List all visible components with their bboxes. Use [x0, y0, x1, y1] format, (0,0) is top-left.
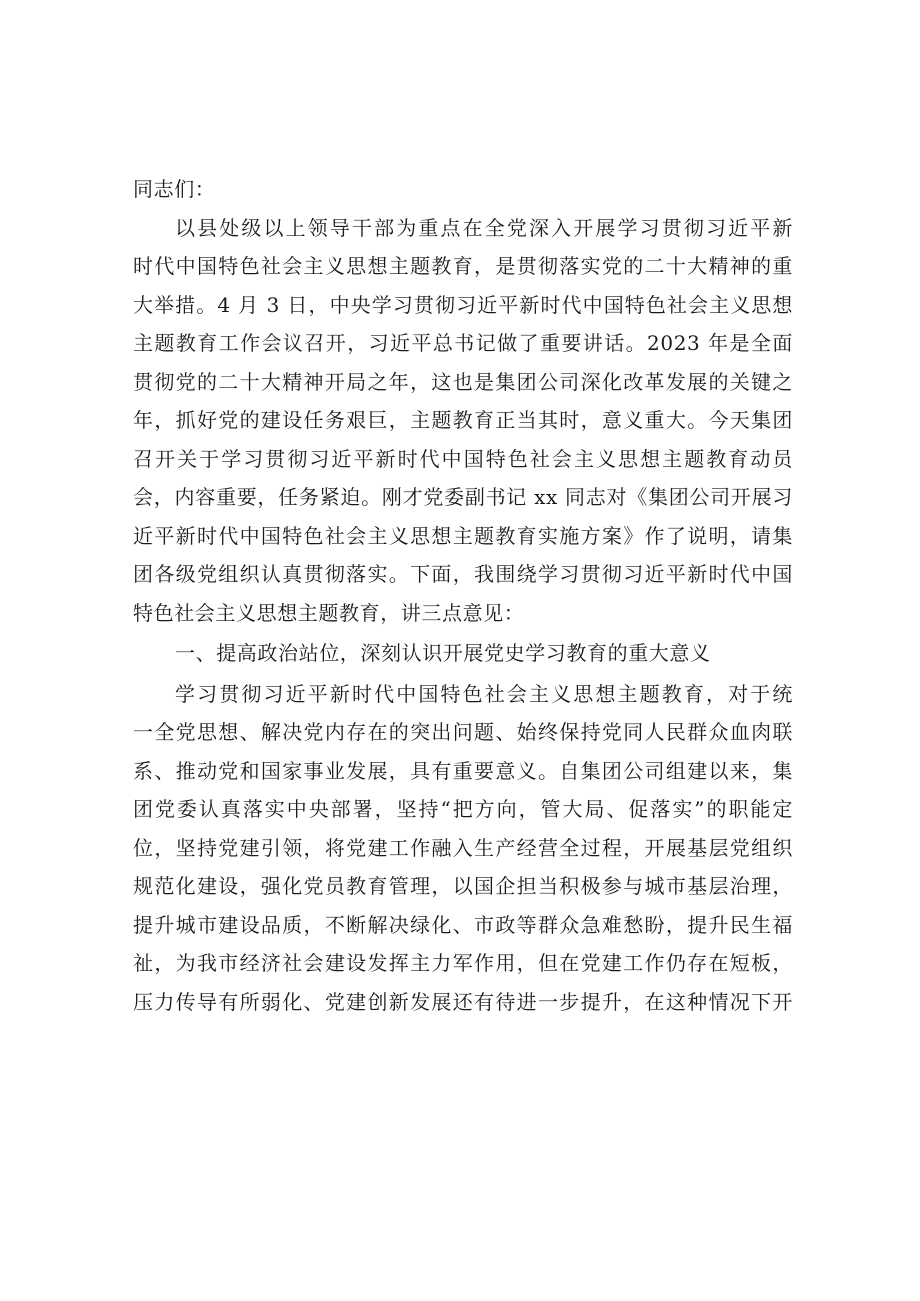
paragraph-line: 特色社会主义思想主题教育，讲三点意见：	[133, 600, 525, 625]
paragraph-line: 年，抓好党的建设任务艰巨，主题教育正当其时，意义重大。今天集团	[133, 408, 793, 432]
paragraph-line: 主题教育工作会议召开，习近平总书记做了重要讲话。2023 年是全面	[133, 331, 793, 355]
paragraph-line: 以县处级以上领导干部为重点在全党深入开展学习贯彻习近平新	[175, 215, 793, 240]
document-body	[133, 170, 793, 1021]
paragraph-line: 时代中国特色社会主义思想主题教育，是贯彻落实党的二十大精神的重	[133, 254, 793, 278]
paragraph-line: 贯彻党的二十大精神开局之年，这也是集团公司深化改革发展的关键之	[133, 369, 793, 394]
paragraph-line: 团党委认真落实中央部署，坚持“把方向，管大局、促落实”的职能定	[133, 797, 793, 821]
section-heading: 一、提高政治站位，深刻认识开展党史学习教育的重大意义	[175, 641, 711, 665]
paragraph-line: 祉，为我市经济社会建设发挥主力军作用，但在党建工作仍存在短板，	[133, 951, 793, 975]
paragraph-line: 一全党思想、解决党内存在的突出问题、始终保持党同人民群众血肉联	[133, 720, 793, 744]
paragraph-line: 大举措。4 月 3 日，中央学习贯彻习近平新时代中国特色社会主义思想	[133, 292, 793, 317]
paragraph-line: 近平新时代中国特色社会主义思想主题教育实施方案》作了说明，请集	[133, 523, 793, 548]
paragraph-section-one	[133, 675, 793, 1022]
paragraph-line: 规范化建设，强化党员教育管理，以国企担当积极参与城市基层治理，	[133, 874, 793, 898]
paragraph-line: 团各级党组织认真贯彻落实。下面，我围绕学习贯彻习近平新时代中国	[133, 562, 793, 586]
paragraph-line: 召开关于学习贯彻习近平新时代中国特色社会主义思想主题教育动员	[133, 446, 793, 471]
paragraph-line: 提升城市建设品质，不断解决绿化、市政等群众急难愁盼，提升民生福	[133, 912, 793, 937]
paragraph-line: 位，坚持党建引领，将党建工作融入生产经营全过程，开展基层党组织	[133, 835, 793, 860]
paragraph-intro	[133, 209, 793, 633]
paragraph-line: 系、推动党和国家事业发展，具有重要意义。自集团公司组建以来，集	[133, 758, 793, 783]
paragraph-line: 压力传导有所弱化、党建创新发展还有待进一步提升，在这种情况下开	[133, 989, 793, 1014]
paragraph-line: 会，内容重要，任务紧迫。刚才党委副书记 xx 同志对《集团公司开展习	[133, 485, 793, 509]
paragraph-line: 学习贯彻习近平新时代中国特色社会主义思想主题教育，对于统	[175, 681, 793, 706]
salutation: 同志们：	[133, 177, 216, 201]
